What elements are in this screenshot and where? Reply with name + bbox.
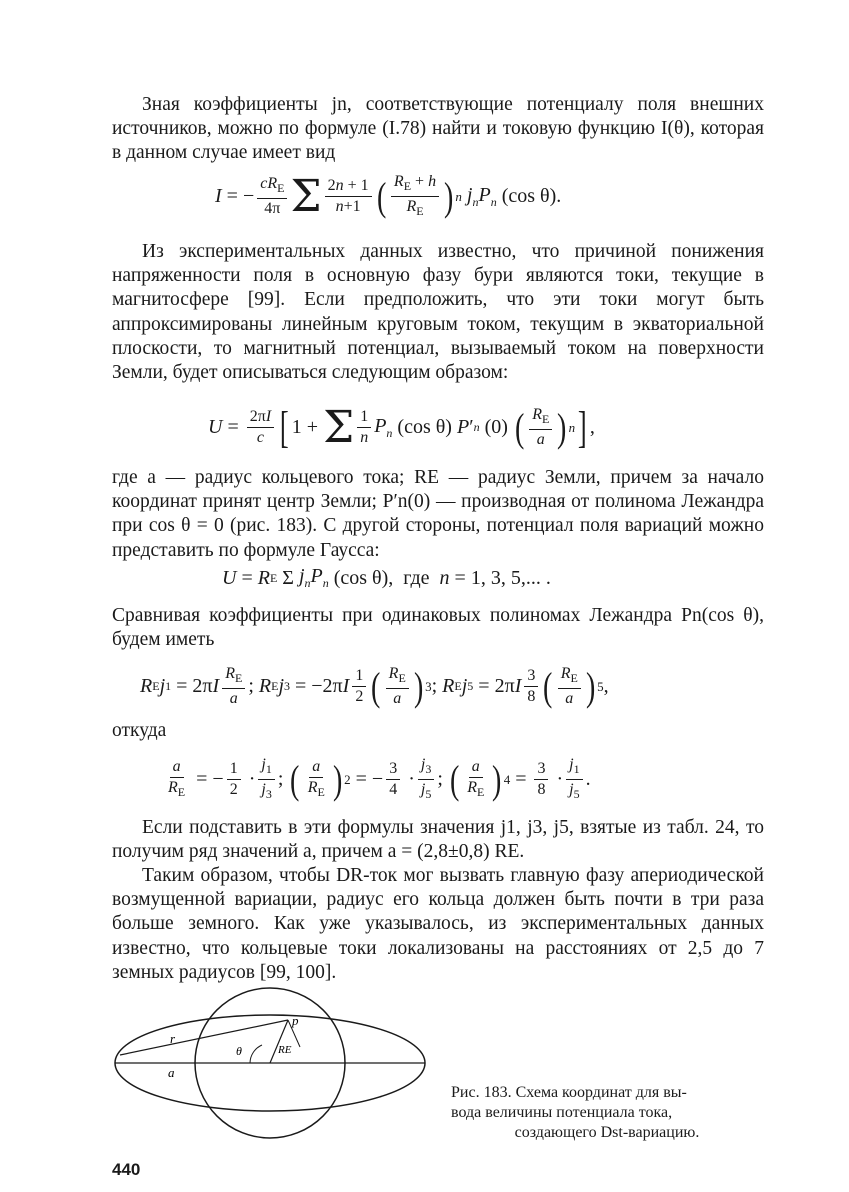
paragraph-1-text: Зная коэффициенты jn, соответствующие потенциалу поля внешних источников, можно по формуле (I.78) найти и токовую функцию I(θ), которая в данном случае имеет вид	[112, 94, 764, 164]
paragraph-5-text: откуда	[112, 720, 167, 741]
formula-magnetic-potential: U = $\frac{2\pi I}{c}$ [ 1 + Σ $\frac{1}{n}$ $P_n$ (cos θ) P ′ n (0) ( $\frac{R_E}{a}$ ) n ] ,	[208, 401, 595, 453]
paragraph-4-text: Сравнивая коэффициенты при одинаковых полиномах Лежандра Pn(cos θ), будем иметь	[112, 605, 764, 651]
paragraph-2	[112, 240, 764, 385]
formula-gauss: U = R E Σ $j_nP_n$ (cos θ), где n = 1, 3, 5,... .	[222, 565, 551, 590]
paragraph-3-text: где a — радиус кольцевого тока; RE — радиус Земли, причем за начало координат принят центр Земли; P′n(0) — производная от полинома Лежандра при cos θ = 0 (рис. 183). С другой стороны, потенциал поля вариаций можно представить по формуле Гаусса:	[112, 467, 764, 561]
theta-arc	[250, 1045, 262, 1063]
paragraph-7-text: Таким образом, чтобы DR-ток мог вызвать главную фазу апериодической возмущенной вариации, радиус его кольца должен быть почти в три раза больше земного. Как уже указывалось, из экспериментальных данных известно, что кольцевые токи локализованы на расстояниях от 2,5 до 7 земных радиусов [99, 100].	[112, 865, 764, 983]
radius-r-line	[120, 1020, 288, 1055]
paragraph-5	[112, 719, 764, 743]
figure-coordinate-scheme	[110, 985, 450, 1145]
paragraph-1	[112, 93, 764, 166]
formula-ratios: $\frac{a}{R_E}$ = − $\frac{1}{2}$ · $\frac{j_1}{j_3}$ ; ( $\frac{a}{R_E}$ ) 2 = − $\frac{3}{4}$ · $\frac{j_3}{j_5}$ ; ( $\frac{a}{R_E}$ ) 4 = $\frac{3}{8}$ · $\frac{j_1}{j_5}$ .	[168, 756, 591, 802]
caption-line-2: вода величины потенциала тока,	[451, 1104, 673, 1121]
paragraph-6	[112, 816, 764, 864]
radius-re-line	[270, 1020, 288, 1063]
formula-current-function: I = − $\frac{cR_E}{4\pi}$ Σ $\frac{2n + 1}{n+1}$ ( $\frac{R_E + h}{R_E}$ ) n $j_nP_n$ (cos θ).	[215, 170, 562, 222]
figure-caption	[451, 1083, 763, 1143]
paragraph-7	[112, 864, 764, 985]
formula-coefficients: R E j 1 = 2π I $\frac{R_E}{a}$ ; R E j 3 = −2π I $\frac{1}{2}$ ( $\frac{R_E}{a}$ ) 3 ; R E j 5 = 2π I $\frac{3}{8}$ ( $\frac{R_E}{a}$ ) 5 ,	[140, 663, 609, 709]
label-re: RE	[278, 1044, 292, 1056]
label-r: r	[170, 1031, 176, 1046]
page-number: 440	[112, 1160, 141, 1179]
paragraph-6-text: Если подставить в эти формулы значения j1, j3, j5, взятые из табл. 24, то получим ряд значений a, причем a = (2,8±0,8) RE.	[112, 817, 764, 863]
paragraph-3	[112, 466, 764, 563]
label-a: a	[168, 1065, 175, 1080]
paragraph-2-text: Из экспериментальных данных известно, что причиной понижения напряженности поля в основную фазу бури являются токи, текущие в магнитосфере [99]. Если предположить, что эти токи могут быть аппроксимированы линейным круговым током, текущим в экваториальной плоскости, то магнитный потенциал, вызываемый током на поверхности Земли, будет описываться следующим образом:	[112, 241, 764, 384]
paragraph-4	[112, 604, 764, 652]
label-p: p	[292, 1013, 299, 1028]
label-theta: θ	[236, 1044, 242, 1058]
caption-line-1: Рис. 183. Схема координат для вы-	[451, 1084, 687, 1101]
caption-line-3: создающего Dst-вариацию.	[514, 1124, 700, 1141]
